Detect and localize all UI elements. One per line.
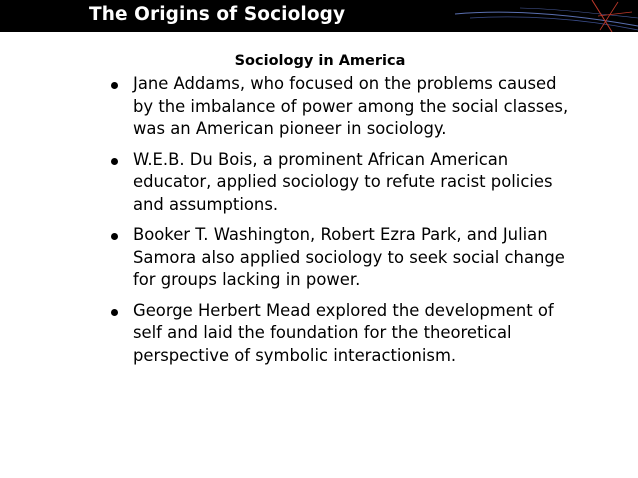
bullet-item (0, 73, 573, 141)
header-swoosh-line-2 (470, 17, 638, 30)
bullet-text: Booker T. Washington, Robert Ezra Park, and Julian Samora also applied sociology to seek social change for groups lacking in power. (133, 225, 565, 289)
bullet-dot-icon (111, 82, 118, 89)
slide-header (0, 0, 638, 32)
slide-subtitle: Sociology in America (234, 53, 406, 69)
bullet-dot-icon (111, 309, 118, 316)
bullet-text: W.E.B. Du Bois, a prominent African American educator, applied sociology to refute racist policies and assumptions. (133, 149, 553, 214)
bullet-item (0, 224, 573, 292)
bullet-item (0, 300, 573, 368)
bullet-text: Jane Addams, who focused on the problems caused by the imbalance of power among the social classes, was an American pioneer in sociology. (133, 74, 569, 138)
bullet-item (0, 149, 573, 217)
bullet-text: George Herbert Mead explored the development of self and laid the foundation for the theoretical perspective of symbolic interactionism. (133, 300, 554, 365)
slide-title: The Origins of Sociology (89, 4, 346, 25)
bullet-list (0, 73, 573, 375)
bullet-dot-icon (111, 158, 118, 165)
bullet-dot-icon (111, 233, 118, 240)
